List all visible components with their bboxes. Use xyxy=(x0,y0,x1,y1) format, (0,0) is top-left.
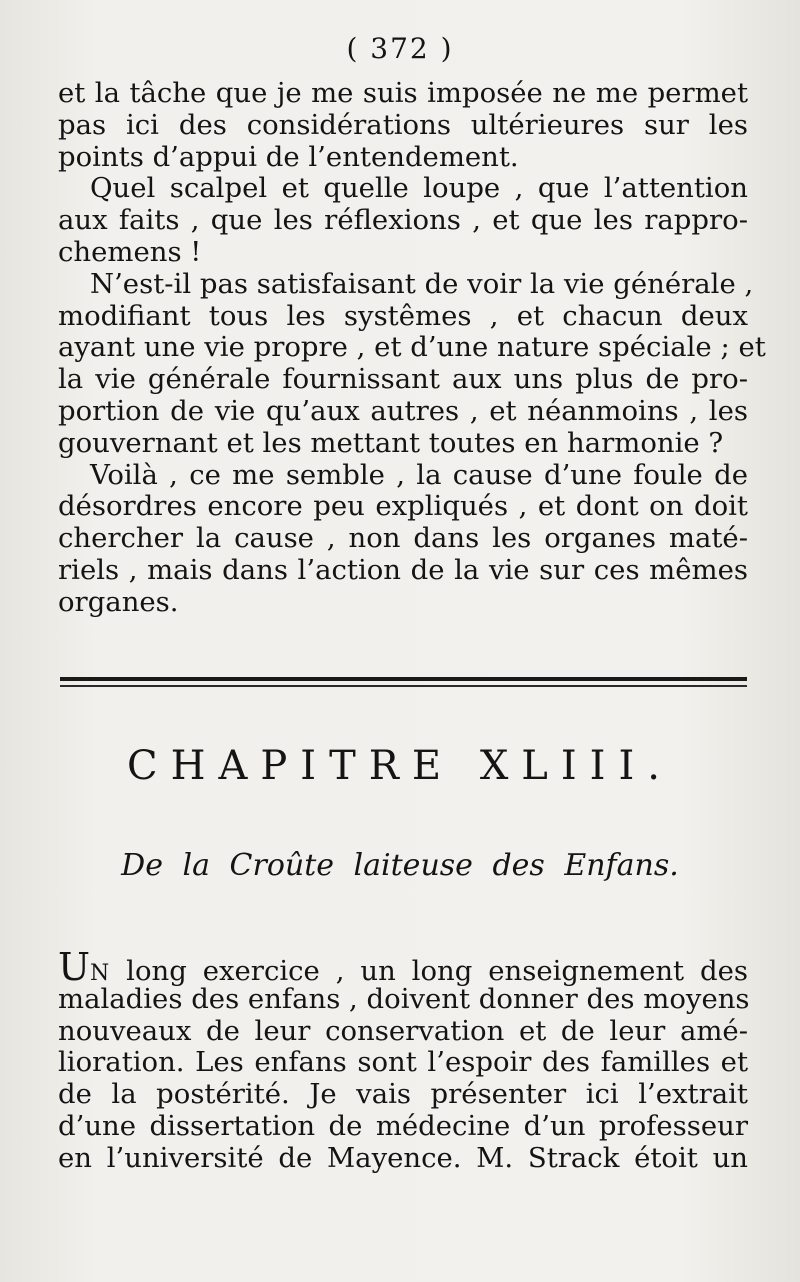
text-line: points d’appui de l’entendement. xyxy=(58,140,519,173)
text-line: chercher la cause , non dans les organes maté- xyxy=(58,522,748,555)
text-line: en l’université de Mayence. M. Strack étoit un xyxy=(58,1141,748,1174)
section-divider xyxy=(60,677,747,681)
small-cap: N xyxy=(90,961,111,986)
text-line: chemens ! xyxy=(58,235,202,268)
chapter-title: CHAPITRE XLIII. xyxy=(127,743,673,789)
text-line: modifiant tous les systêmes , et chacun deux xyxy=(58,299,748,332)
text-line: pas ici des considérations ultérieures sur les xyxy=(58,108,748,141)
text-line: riels , mais dans l’action de la vie sur ces mêmes xyxy=(58,553,748,586)
text-line: d’une dissertation de médecine d’un professeur xyxy=(58,1109,748,1142)
top-text-block xyxy=(58,77,766,619)
text-line: lioration. Les enfans sont l’espoir des familles et xyxy=(58,1046,748,1079)
text-line: portion de vie qu’aux autres , et néanmoins , les xyxy=(58,394,748,427)
first-line-text: long exercice , un long enseignement des xyxy=(110,955,748,987)
text-line: Quel scalpel et quelle loupe , que l’attention xyxy=(90,172,748,205)
section-divider-thin xyxy=(60,685,747,687)
body-text-block xyxy=(58,945,750,1175)
chapter-subtitle: De la Croûte laiteuse des Enfans. xyxy=(121,848,679,883)
text-line: N’est-il pas satisfaisant de voir la vie générale , xyxy=(90,267,754,300)
text-line: et la tâche que je me suis imposée ne me permet xyxy=(58,77,748,109)
text-line: Voilà , ce me semble , la cause d’une foule de xyxy=(90,458,748,491)
text-line: nouveaux de leur conservation et de leur amé- xyxy=(58,1014,748,1047)
text-line: aux faits , que les réflexions , et que les rappro- xyxy=(58,204,748,237)
text-line: désordres encore peu expliqués , et dont on doit xyxy=(58,490,748,523)
page-number: ( 372 ) xyxy=(346,32,454,65)
text-line: maladies des enfans , doivent donner des moyens xyxy=(58,982,750,1015)
text-line: organes. xyxy=(58,585,179,618)
text-line: de la postérité. Je vais présenter ici l’extrait xyxy=(58,1078,748,1111)
text-line: gouvernant et les mettant toutes en harmonie ? xyxy=(58,426,724,459)
text-line-first xyxy=(58,945,748,989)
text-line: la vie générale fournissant aux uns plus de pro- xyxy=(58,363,748,396)
text-line: ayant une vie propre , et d’une nature spéciale ; et xyxy=(58,331,766,364)
drop-cap: U xyxy=(58,945,91,989)
